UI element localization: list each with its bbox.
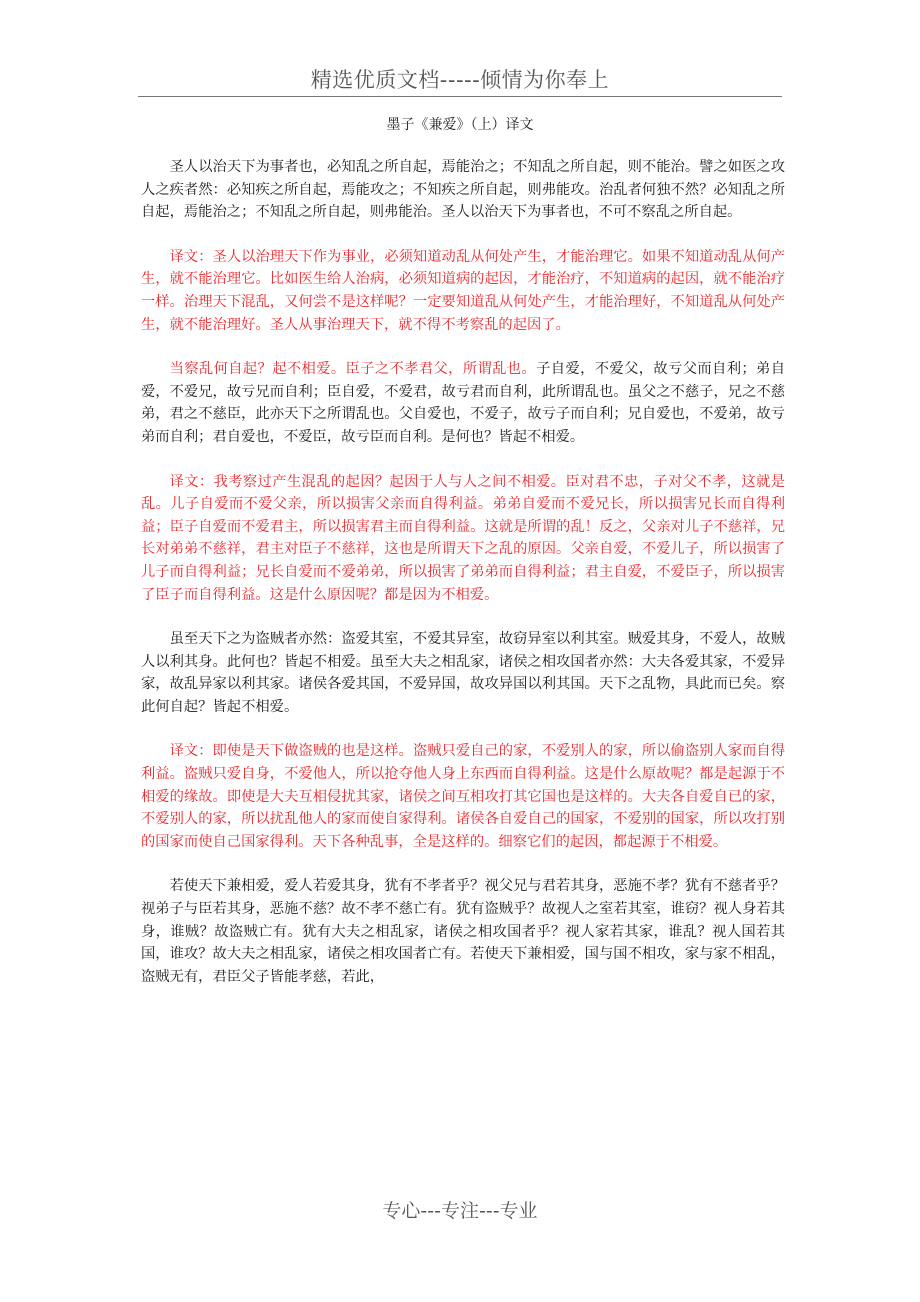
paragraph-original-4: 若使天下兼相爱，爱人若爱其身，犹有不孝者乎？视父兄与君若其身，恶施不孝？犹有不慈者乎？视弟子与臣若其身，恶施不慈？故不孝不慈亡有。犹有盗贼乎？故视人之室若其室，谁窃？视人身若其身，谁贼？故盗贼亡有。犹有大夫之相乱家，诸侯之相攻国者乎？视人家若其家，谁乱？视人国若其国，谁攻？故大夫之相乱家，诸侯之相攻国者亡有。若使天下兼相爱，国与国不相攻，家与家不相乱，盗贼无有，君臣父子皆能孝慈，若此， [141, 878, 785, 985]
header-divider [138, 96, 782, 97]
paragraph-original-3: 虽至天下之为盗贼者亦然：盗爱其室，不爱其异室，故窃异室以利其室。贼爱其身，不爱人，故贼人以利其身。此何也？皆起不相爱。虽至大夫之相乱家，诸侯之相攻国者亦然：大夫各爱其家，不爱异家，故乱异家以利其家。诸侯各爱其国，不爱异国，故攻异国以利其国。天下之乱物，具此而已矣。察此何自起？皆起不相爱。 [141, 631, 785, 715]
document-title: 墨子《兼爱》（上）译文 [386, 117, 534, 133]
paragraph-original-2-highlight: 当察乱何自起？起不相爱。臣子之不孝君父，所谓乱也。 [169, 361, 537, 378]
paragraph-original-2-rest: 子自爱，不爱父，故亏父而自利；弟自爱，不爱兄，故亏兄而自利；臣自爱，不爱君，故亏君而自利，此所谓乱也。虽父之不慈子，兄之不慈弟，君之不慈臣，此亦天下之所谓乱也。父自爱也，不爱子，故亏子而自利；兄自爱也，不爱弟，故亏弟而自利；君自爱也，不爱臣，故亏臣而自利。是何也？皆起不相爱。 [141, 361, 785, 445]
paragraph-translation-1: 译文：圣人以治理天下作为事业，必须知道动乱从何处产生，才能治理它。如果不知道动乱从何产生，就不能治理它。比如医生给人治病，必须知道病的起因，才能治疗，不知道病的起因，就不能治疗一样。治理天下混乱，又何尝不是这样呢？一定要知道乱从何处产生，才能治理好，不知道乱从何处产生，就不能治理好。圣人从事治理天下，就不得不考察乱的起因了。 [141, 248, 785, 333]
paragraph-translation-3: 译文：即使是天下做盗贼的也是这样。盗贼只爱自己的家，不爱别人的家，所以偷盗别人家而自得利益。盗贼只爱自身，不爱他人，所以抢夺他人身上东西而自得利益。这是什么原故呢？都是起源于不相爱的缘故。即使是大夫互相侵扰其家，诸侯之间互相攻打其它国也是这样的。大夫各自爱自已的家，不爱别人的家，所以扰乱他人的家而使自家得利。诸侯各自爱自己的国家，不爱别的国家，所以攻打别的国家而使自己国家得利。天下各种乱事，全是这样的。细察它们的起因，都起源于不相爱。 [141, 743, 785, 850]
page-footer: 专心---专注---专业 [382, 1200, 538, 1222]
paragraph-original-1: 圣人以治天下为事者也，必知乱之所自起，焉能治之；不知乱之所自起，则不能治。譬之如医之攻人之疾者然：必知疾之所自起，焉能攻之；不知疾之所自起，则弗能攻。治乱者何独不然？必知乱之所自起，焉能治之；不知乱之所自起，则弗能治。圣人以治天下为事者也，不可不察乱之所自起。 [141, 159, 785, 221]
paragraph-translation-2: 译文：我考察过产生混乱的起因？起因于人与人之间不相爱。臣对君不忠，子对父不孝，这就是乱。儿子自爱而不爱父亲，所以损害父亲而自得利益。弟弟自爱而不爱兄长，所以损害兄长而自得利益；臣子自爱而不爱君主，所以损害君主而自得利益。这就是所谓的乱！反之，父亲对儿子不慈祥，兄长对弟弟不慈祥，君主对臣子不慈祥，这也是所谓天下之乱的原因。父亲自爱，不爱儿子，所以损害了儿子而自得利益；兄长自爱而不爱弟弟，所以损害了弟弟而自得利益；君主自爱，不爱臣子，所以损害了臣子而自得利益。这是什么原因呢？都是因为不相爱。 [141, 473, 785, 603]
page-header: 精选优质文档-----倾情为你奉上 [310, 68, 610, 92]
paragraph-original-2 [141, 358, 785, 448]
document-body [141, 156, 785, 1010]
